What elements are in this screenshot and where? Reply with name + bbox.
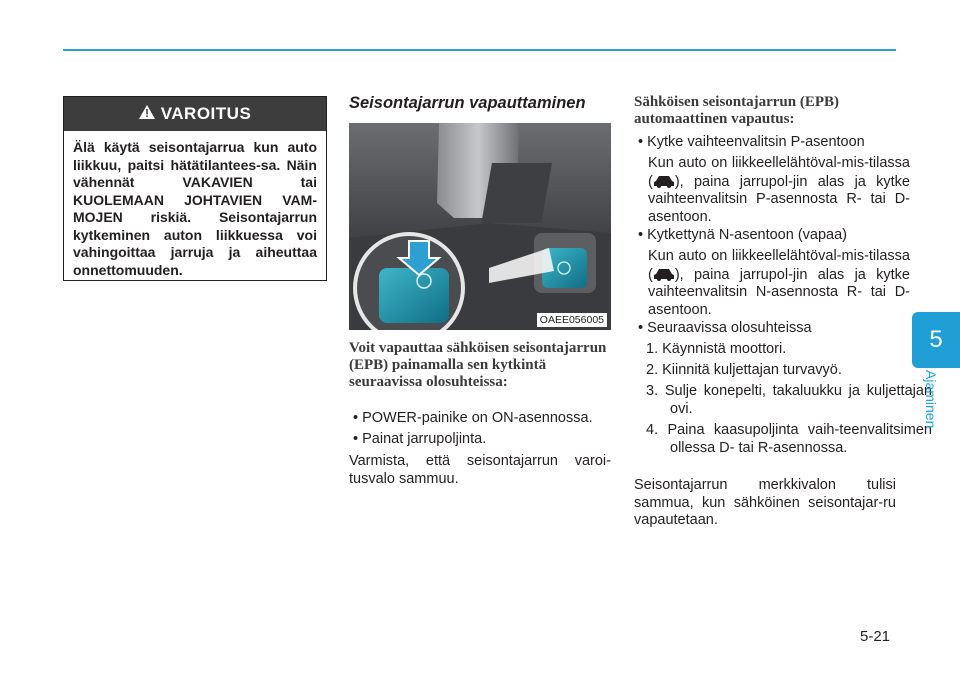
middle-heading: Voit vapauttaa sähköisen seisontajarrun (EPB) painamalla sen kytkintä seuraavissa olosuhteissa: — [349, 340, 607, 390]
step-2: 2. Kiinnitä kuljettajan turvavyö. — [646, 362, 842, 378]
middle-closing: Varmista, että seisontajarrun varoi-tusvalo sammuu. — [349, 453, 611, 487]
step-1: 1. Käynnistä moottori. — [646, 341, 787, 357]
section-title: Seisontajarrun vapauttaminen — [349, 94, 586, 112]
warning-triangle-icon — [139, 104, 155, 124]
car-ready-icon — [653, 173, 675, 189]
step-3: 3. Sulje konepelti, takaluukku ja kuljettajan ovi. — [646, 383, 932, 417]
right-bullet-2: • Kytkettynä N-asentoon (vapaa) — [638, 227, 847, 243]
step-4: 4. Paina kaasupoljinta vaih-teenvalitsimen ollessa D- tai R-asennossa. — [646, 422, 932, 456]
right-sub-2: Kun auto on liikkeellelähtöval-mis-tilassa ( ), paina jarrupol-jin alas ja kytke vaihteenvalitsin N-asennosta R- tai D-asentoon. — [648, 248, 910, 318]
warning-text: Älä käytä seisontajarrua kun auto liikkuu, paitsi hätätilantees-sa. Näin vähennät VAKAVIEN tai KUOLEMAAN JOHTAVIEN VAM-MOJEN riskiä. Seisontajarrun kytkeminen auton liikkuessa voi vahingoittaa jarruja ja aiheuttaa onnettomuuden. — [73, 139, 317, 278]
right-heading: Sähköisen seisontajarrun (EPB) automaattinen vapautus: — [634, 94, 840, 127]
image-code: OAEE056005 — [537, 313, 607, 327]
right-sub-1: Kun auto on liikkeellelähtöval-mis-tilassa ( ), paina jarrupol-jin alas ja kytke vaihteenvalitsin P-asennosta R- tai D-asentoon. — [648, 155, 910, 225]
chapter-title: Ajaminen — [923, 370, 939, 429]
warning-header — [64, 97, 326, 131]
right-bullet-3: • Seuraavissa olosuhteissa — [638, 320, 812, 336]
right-closing: Seisontajarrun merkkivalon tulisi sammua, kun sähköinen seisontajar-ru vapautetaan. — [634, 477, 896, 528]
car-ready-icon — [653, 266, 675, 282]
warning-box — [63, 96, 327, 281]
page-number: 5-21 — [860, 628, 891, 645]
middle-bullet-2: • Painat jarrupoljinta. — [353, 431, 487, 447]
middle-bullet-1: • POWER-painike on ON-asennossa. — [353, 410, 593, 426]
chapter-number: 5 — [929, 326, 943, 353]
chapter-tab — [912, 312, 960, 368]
top-rule — [63, 49, 896, 51]
epb-switch-photo — [349, 123, 611, 330]
warning-title: VAROITUS — [160, 104, 252, 123]
right-bullet-1: • Kytke vaihteenvalitsin P-asentoon — [638, 134, 865, 150]
